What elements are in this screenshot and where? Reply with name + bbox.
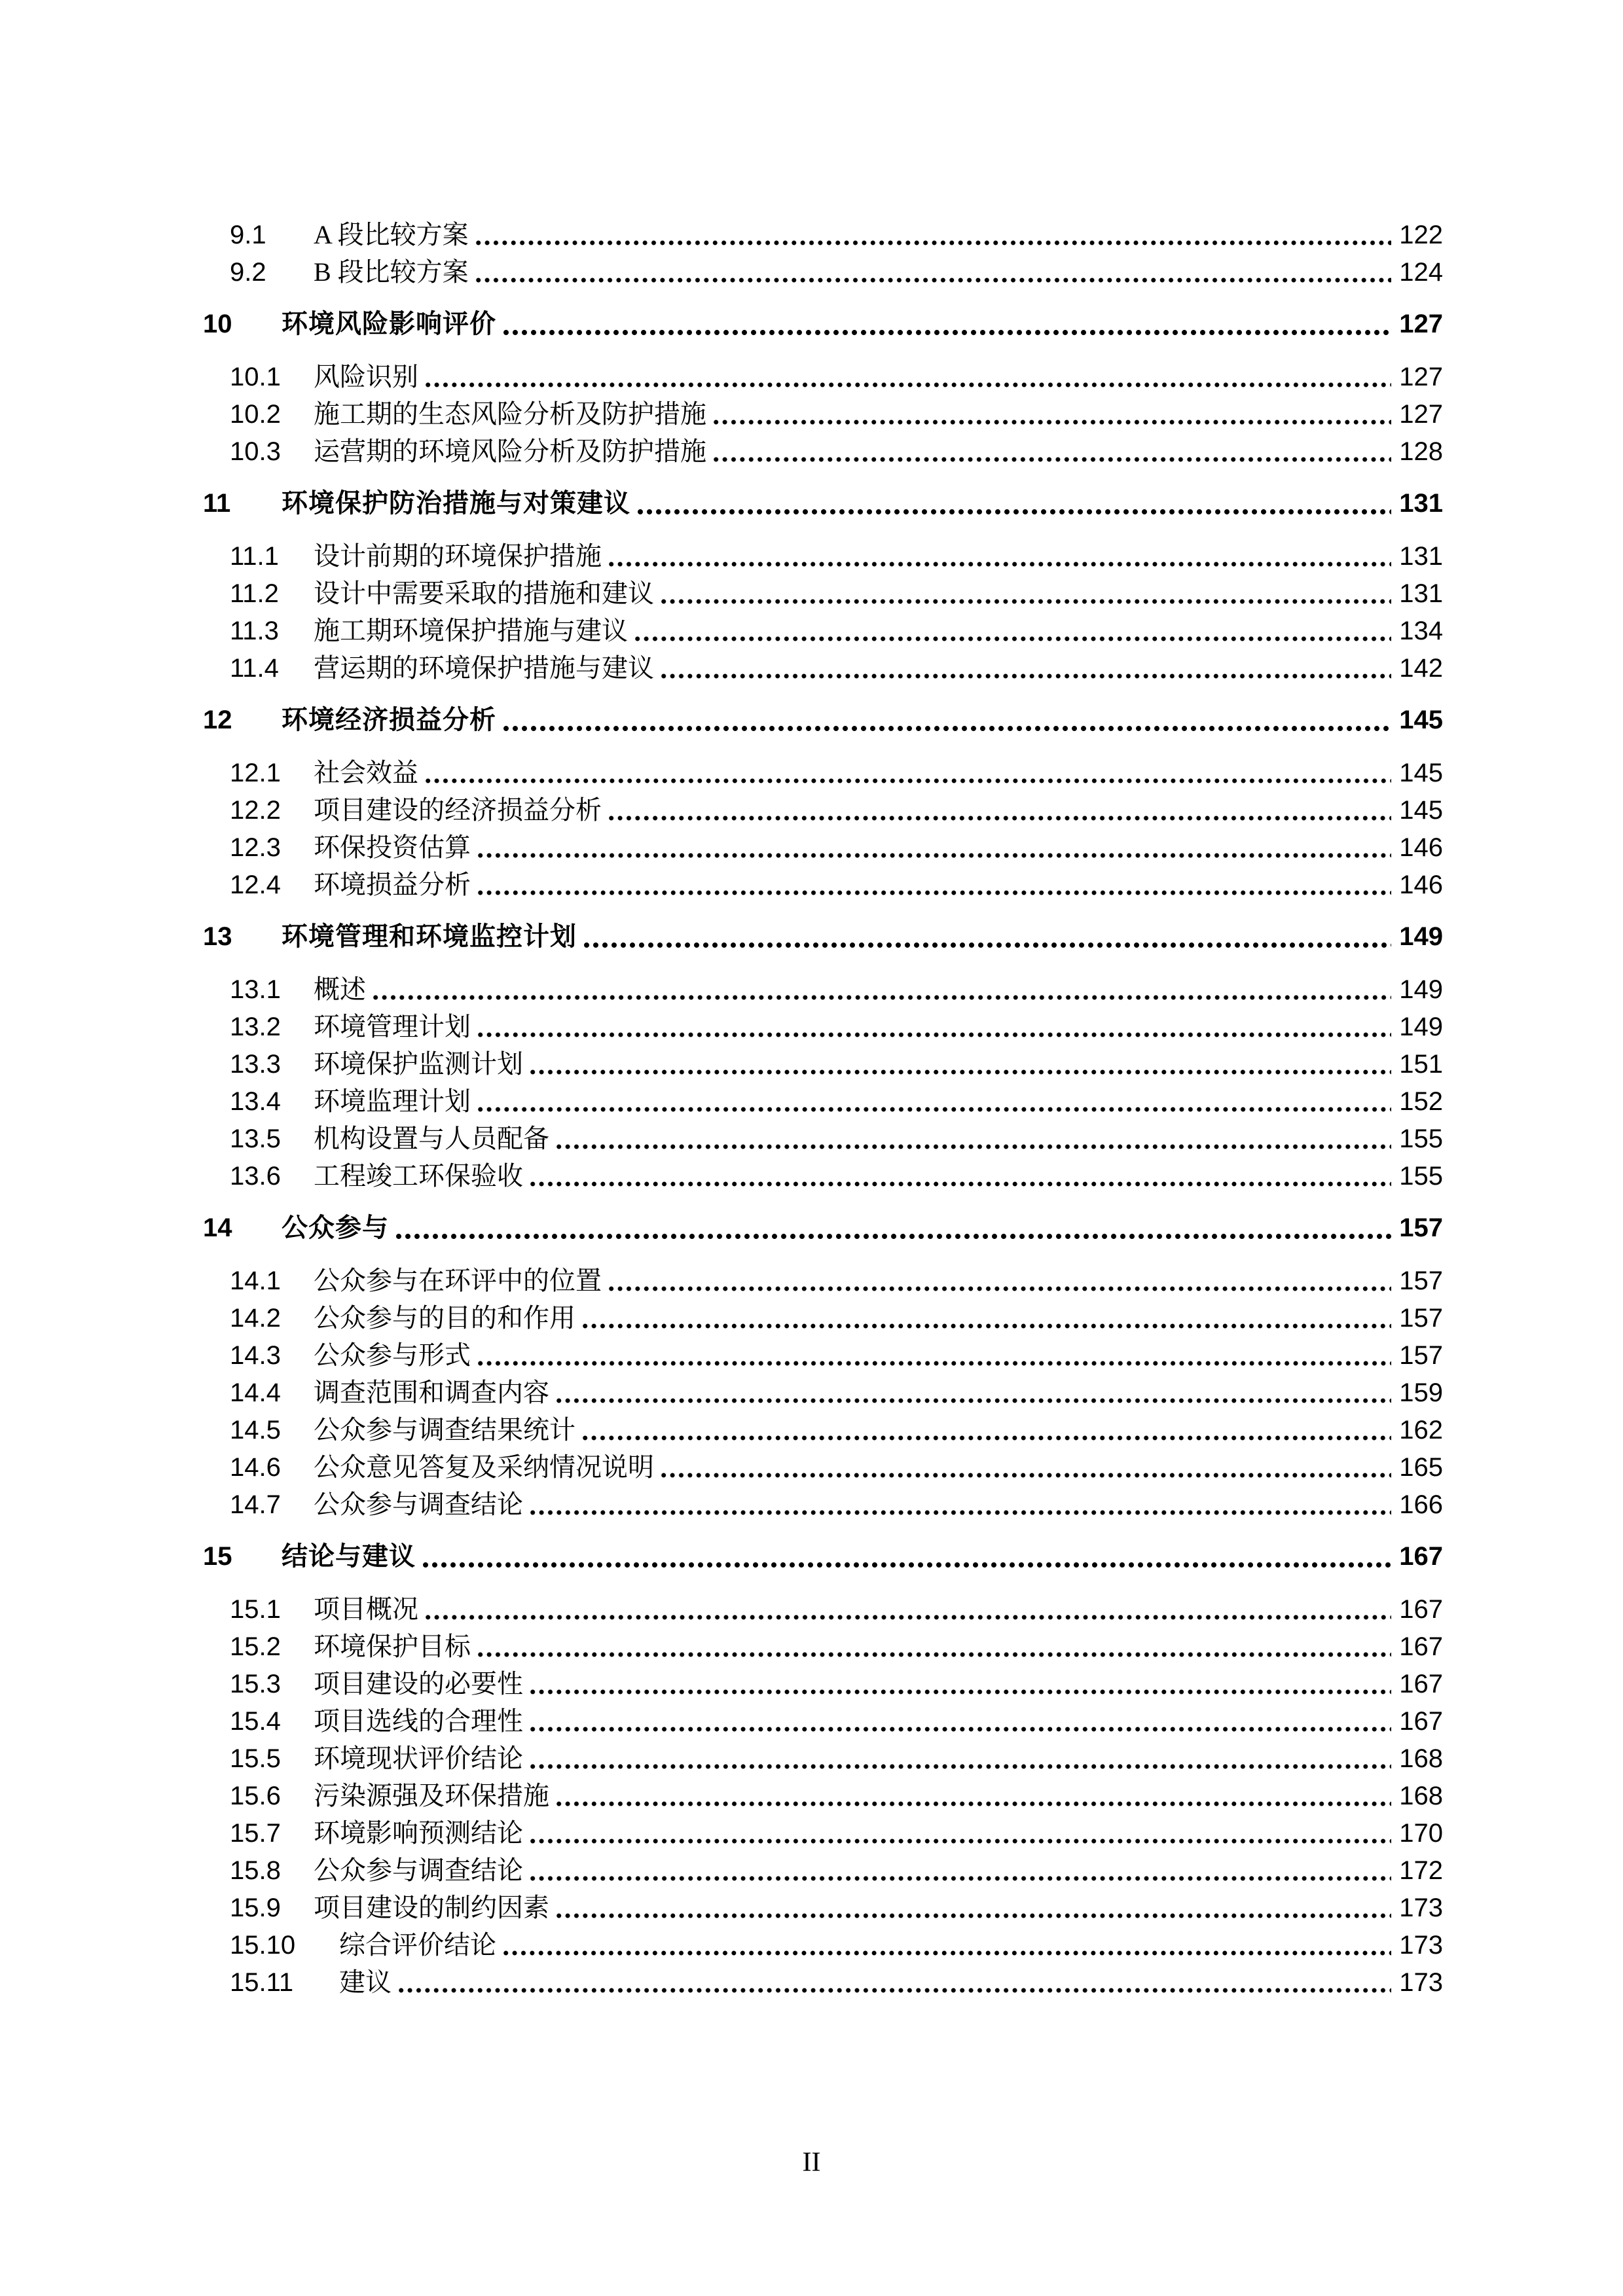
dot-leader — [528, 1852, 1391, 1889]
dot-leader — [555, 1374, 1391, 1411]
dot-leader — [712, 395, 1391, 433]
toc-entry-number: 11.3 — [230, 617, 279, 645]
dot-leader — [528, 1740, 1391, 1777]
toc-entry — [0, 1299, 1623, 1336]
dot-leader — [476, 866, 1391, 903]
toc-entry — [0, 1665, 1623, 1702]
dot-leader — [476, 829, 1391, 866]
toc-entry-number: 12.4 — [230, 870, 281, 899]
toc-entry — [0, 433, 1623, 470]
dot-leader — [424, 358, 1391, 395]
toc-entry-page: 149 — [1399, 1013, 1443, 1041]
toc-entry-title: 环境经济损益分析 — [282, 706, 496, 734]
toc-entry-title: A 段比较方案 — [314, 220, 469, 249]
toc-entry-page: 157 — [1399, 1266, 1443, 1295]
dot-leader — [607, 791, 1391, 829]
toc-entry-page: 167 — [1399, 1632, 1443, 1661]
toc-entry-title: 营运期的环境保护措施与建议 — [314, 653, 654, 683]
dot-leader — [394, 1210, 1391, 1247]
toc-entry — [0, 1702, 1623, 1740]
toc-entry-page: 157 — [1399, 1304, 1443, 1333]
toc-entry — [0, 1374, 1623, 1411]
toc-entry-title: 环保投资估算 — [314, 833, 471, 862]
dot-leader — [476, 1628, 1391, 1665]
dot-leader — [476, 1008, 1391, 1045]
toc-entry-page: 131 — [1399, 542, 1443, 571]
toc-entry-number: 14.1 — [230, 1266, 281, 1295]
dot-leader — [659, 575, 1391, 612]
toc-entry — [0, 306, 1623, 343]
toc-entry — [0, 358, 1623, 395]
toc-entry-page: 146 — [1399, 833, 1443, 862]
toc-entry-title: 环境现状评价结论 — [314, 1744, 523, 1773]
toc-entry-title: 环境管理和环境监控计划 — [282, 922, 577, 951]
toc-entry-title: 施工期环境保护措施与建议 — [314, 616, 628, 645]
toc-entry-page: 157 — [1399, 1213, 1443, 1242]
dot-leader — [397, 1964, 1391, 2001]
toc-entry-page: 173 — [1399, 1893, 1443, 1922]
toc-entry-page: 155 — [1399, 1162, 1443, 1191]
toc-entry — [0, 791, 1623, 829]
toc-entry-title: 设计中需要采取的措施和建议 — [314, 579, 654, 608]
toc-entry-title: 建议 — [339, 1967, 392, 1997]
dot-leader — [555, 1777, 1391, 1814]
dot-leader — [474, 216, 1392, 253]
dot-leader — [528, 1045, 1391, 1083]
toc-entry-title: 风险识别 — [314, 362, 418, 391]
toc-entry-title: 环境保护监测计划 — [314, 1049, 523, 1079]
toc-entry-number: 15.6 — [230, 1782, 281, 1810]
toc-entry-number: 12.2 — [230, 796, 281, 825]
toc-entry-page: 166 — [1399, 1490, 1443, 1519]
toc-entry — [0, 612, 1623, 649]
dot-leader — [555, 1120, 1391, 1157]
toc-entry-title: 公众参与调查结论 — [314, 1490, 523, 1519]
toc-entry — [0, 1740, 1623, 1777]
dot-leader — [476, 1083, 1391, 1120]
toc-entry-number: 9.1 — [230, 221, 266, 249]
toc-entry-number: 15.7 — [230, 1819, 281, 1848]
toc-entry-number: 11 — [203, 489, 231, 518]
toc-entry — [0, 1157, 1623, 1194]
toc-entry — [0, 702, 1623, 739]
toc-entry-number: 13 — [203, 922, 232, 951]
toc-entry-title: 结论与建议 — [282, 1542, 416, 1571]
toc-entry-title: 环境保护目标 — [314, 1632, 471, 1661]
toc-entry — [0, 253, 1623, 291]
toc-entry-title: 设计前期的环境保护措施 — [314, 541, 602, 571]
toc-entry-number: 15.8 — [230, 1856, 281, 1885]
toc-entry-page: 167 — [1399, 1595, 1443, 1624]
toc-entry — [0, 485, 1623, 522]
toc-entry-page: 167 — [1399, 1670, 1443, 1698]
toc-entry — [0, 1889, 1623, 1926]
toc-entry-number: 14.6 — [230, 1453, 281, 1482]
toc-entry-number: 13.4 — [230, 1087, 281, 1116]
dot-leader — [582, 918, 1391, 956]
toc-entry — [0, 1852, 1623, 1889]
toc-entry-title: 调查范围和调查内容 — [314, 1378, 549, 1407]
toc-entry-number: 14.4 — [230, 1378, 281, 1407]
toc-entry-page: 142 — [1399, 654, 1443, 683]
toc-entry-title: 综合评价结论 — [339, 1930, 496, 1960]
toc-entry — [0, 754, 1623, 791]
toc-entry-page: 173 — [1399, 1968, 1443, 1997]
toc-entry-title: 机构设置与人员配备 — [314, 1124, 549, 1153]
dot-leader — [528, 1157, 1391, 1194]
toc-entry-title: 环境保护防治措施与对策建议 — [282, 489, 630, 518]
toc-entry-title: 公众参与形式 — [314, 1340, 471, 1370]
toc-entry-page: 172 — [1399, 1856, 1443, 1885]
toc-entry — [0, 575, 1623, 612]
toc-entry-number: 15.10 — [230, 1931, 296, 1960]
toc-entry — [0, 1777, 1623, 1814]
toc-entry-title: 项目选线的合理性 — [314, 1706, 523, 1736]
toc-entry-number: 12.1 — [230, 759, 281, 787]
dot-leader — [581, 1299, 1391, 1336]
toc-entry-page: 173 — [1399, 1931, 1443, 1960]
dot-leader — [659, 1448, 1391, 1486]
dot-leader — [501, 1926, 1391, 1964]
dot-leader — [424, 1590, 1391, 1628]
toc-entry-title: 施工期的生态风险分析及防护措施 — [314, 399, 706, 429]
toc-entry — [0, 1448, 1623, 1486]
toc-entry-number: 14.5 — [230, 1416, 281, 1444]
toc-entry-page: 170 — [1399, 1819, 1443, 1848]
toc-entry — [0, 1336, 1623, 1374]
toc-entry-number: 15.4 — [230, 1707, 281, 1736]
toc-entry-title: 公众参与 — [282, 1213, 389, 1242]
toc-entry-page: 127 — [1399, 400, 1443, 429]
toc-entry-number: 13.1 — [230, 975, 281, 1004]
toc-entry — [0, 216, 1623, 253]
dot-leader — [371, 971, 1391, 1008]
toc-entry-page: 145 — [1399, 706, 1443, 734]
toc-entry-title: 项目概况 — [314, 1594, 418, 1624]
dot-leader — [528, 1702, 1391, 1740]
toc-entry — [0, 1411, 1623, 1448]
toc-entry-number: 11.2 — [230, 579, 279, 608]
toc-entry-title: 项目建设的必要性 — [314, 1669, 523, 1698]
toc-entry-page: 155 — [1399, 1124, 1443, 1153]
toc-entry — [0, 1210, 1623, 1247]
toc-entry-number: 10.3 — [230, 437, 281, 466]
dot-leader — [476, 1336, 1391, 1374]
toc-entry — [0, 1964, 1623, 2001]
toc-entry — [0, 1120, 1623, 1157]
toc-entry-title: 环境管理计划 — [314, 1012, 471, 1041]
dot-leader — [607, 537, 1391, 575]
toc-entry-title: 环境风险影响评价 — [282, 310, 496, 338]
toc-entry-page: 157 — [1399, 1341, 1443, 1370]
toc-entry-title: 环境损益分析 — [314, 870, 471, 899]
toc-entry-page: 145 — [1399, 796, 1443, 825]
toc-entry-number: 14 — [203, 1213, 232, 1242]
toc-entry-title: 概述 — [314, 975, 366, 1004]
toc-entry-number: 14.3 — [230, 1341, 281, 1370]
toc-entry-number: 15.11 — [230, 1968, 294, 1997]
toc-entry-number: 10.1 — [230, 363, 281, 391]
toc-entry-title: 社会效益 — [314, 758, 418, 787]
dot-leader — [581, 1411, 1391, 1448]
dot-leader — [659, 649, 1391, 687]
toc-entry-number: 15.3 — [230, 1670, 281, 1698]
toc-entry — [0, 1486, 1623, 1523]
toc-entry-title: 污染源强及环保措施 — [314, 1781, 549, 1810]
toc-entry-number: 15 — [203, 1542, 232, 1571]
toc-entry-page: 127 — [1399, 310, 1443, 338]
toc-entry-page: 168 — [1399, 1744, 1443, 1773]
page-footer — [0, 2149, 1623, 2176]
toc-entry-page: 122 — [1399, 221, 1443, 249]
dot-leader — [501, 306, 1391, 343]
toc-entry-number: 15.2 — [230, 1632, 281, 1661]
toc-entry-number: 14.7 — [230, 1490, 281, 1519]
toc-entry-title: 公众参与的目的和作用 — [314, 1303, 575, 1333]
toc-entry-number: 13.6 — [230, 1162, 281, 1191]
dot-leader — [528, 1486, 1391, 1523]
toc-entry-number: 15.5 — [230, 1744, 281, 1773]
toc-entry — [0, 1008, 1623, 1045]
dot-leader — [555, 1889, 1391, 1926]
toc-entry-number: 11.4 — [230, 654, 279, 683]
dot-leader — [501, 702, 1391, 739]
toc-entry-title: 项目建设的制约因素 — [314, 1893, 549, 1922]
toc-entry-page: 131 — [1399, 579, 1443, 608]
dot-leader — [421, 1538, 1391, 1575]
toc-entry-page: 128 — [1399, 437, 1443, 466]
toc-entry-title: 项目建设的经济损益分析 — [314, 795, 602, 825]
toc — [0, 216, 1623, 2001]
toc-entry-title: 公众意见答复及采纳情况说明 — [314, 1452, 654, 1482]
toc-entry-number: 15.9 — [230, 1893, 281, 1922]
toc-entry-page: 165 — [1399, 1453, 1443, 1482]
toc-entry — [0, 537, 1623, 575]
toc-entry-title: 工程竣工环保验收 — [314, 1161, 523, 1191]
toc-entry-number: 13.5 — [230, 1124, 281, 1153]
dot-leader — [528, 1814, 1391, 1852]
toc-entry-page: 167 — [1399, 1707, 1443, 1736]
toc-entry-page: 151 — [1399, 1050, 1443, 1079]
dot-leader — [712, 433, 1391, 470]
toc-entry-title: 公众参与调查结论 — [314, 1856, 523, 1885]
toc-entry-title: B 段比较方案 — [314, 257, 469, 287]
toc-entry — [0, 1538, 1623, 1575]
toc-entry — [0, 1083, 1623, 1120]
toc-entry-number: 12.3 — [230, 833, 281, 862]
toc-entry-title: 公众参与在环评中的位置 — [314, 1266, 602, 1295]
toc-entry — [0, 1628, 1623, 1665]
toc-entry-page: 134 — [1399, 617, 1443, 645]
toc-entry-number: 12 — [203, 706, 232, 734]
toc-entry — [0, 971, 1623, 1008]
toc-entry — [0, 649, 1623, 687]
toc-entry-number: 13.3 — [230, 1050, 281, 1079]
toc-entry-page: 145 — [1399, 759, 1443, 787]
toc-entry-page: 131 — [1399, 489, 1443, 518]
toc-entry-page: 167 — [1399, 1542, 1443, 1571]
toc-entry — [0, 1926, 1623, 1964]
dot-leader — [607, 1262, 1391, 1299]
toc-entry — [0, 1814, 1623, 1852]
toc-entry-number: 11.1 — [230, 542, 279, 571]
toc-entry-number: 14.2 — [230, 1304, 281, 1333]
toc-entry-page: 152 — [1399, 1087, 1443, 1116]
toc-entry-number: 10 — [203, 310, 232, 338]
toc-entry — [0, 1045, 1623, 1083]
toc-entry-page: 124 — [1399, 258, 1443, 287]
page-number-label: II — [802, 2147, 821, 2178]
toc-entry — [0, 918, 1623, 956]
toc-entry-number: 13.2 — [230, 1013, 281, 1041]
toc-entry-title: 环境影响预测结论 — [314, 1818, 523, 1848]
toc-entry — [0, 1262, 1623, 1299]
toc-entry-title: 环境监理计划 — [314, 1086, 471, 1116]
toc-entry-page: 149 — [1399, 975, 1443, 1004]
toc-entry-page: 146 — [1399, 870, 1443, 899]
toc-entry-number: 10.2 — [230, 400, 281, 429]
toc-entry — [0, 829, 1623, 866]
toc-entry-page: 149 — [1399, 922, 1443, 951]
toc-entry-number: 15.1 — [230, 1595, 281, 1624]
toc-entry-page: 159 — [1399, 1378, 1443, 1407]
dot-leader — [636, 485, 1391, 522]
toc-entry-page: 162 — [1399, 1416, 1443, 1444]
dot-leader — [528, 1665, 1391, 1702]
dot-leader — [633, 612, 1391, 649]
dot-leader — [474, 253, 1392, 291]
dot-leader — [424, 754, 1391, 791]
toc-entry-title: 运营期的环境风险分析及防护措施 — [314, 437, 706, 466]
toc-entry — [0, 395, 1623, 433]
toc-entry — [0, 1590, 1623, 1628]
toc-entry-page: 127 — [1399, 363, 1443, 391]
toc-entry — [0, 866, 1623, 903]
toc-entry-title: 公众参与调查结果统计 — [314, 1415, 575, 1444]
toc-entry-number: 9.2 — [230, 258, 266, 287]
toc-entry-page: 168 — [1399, 1782, 1443, 1810]
